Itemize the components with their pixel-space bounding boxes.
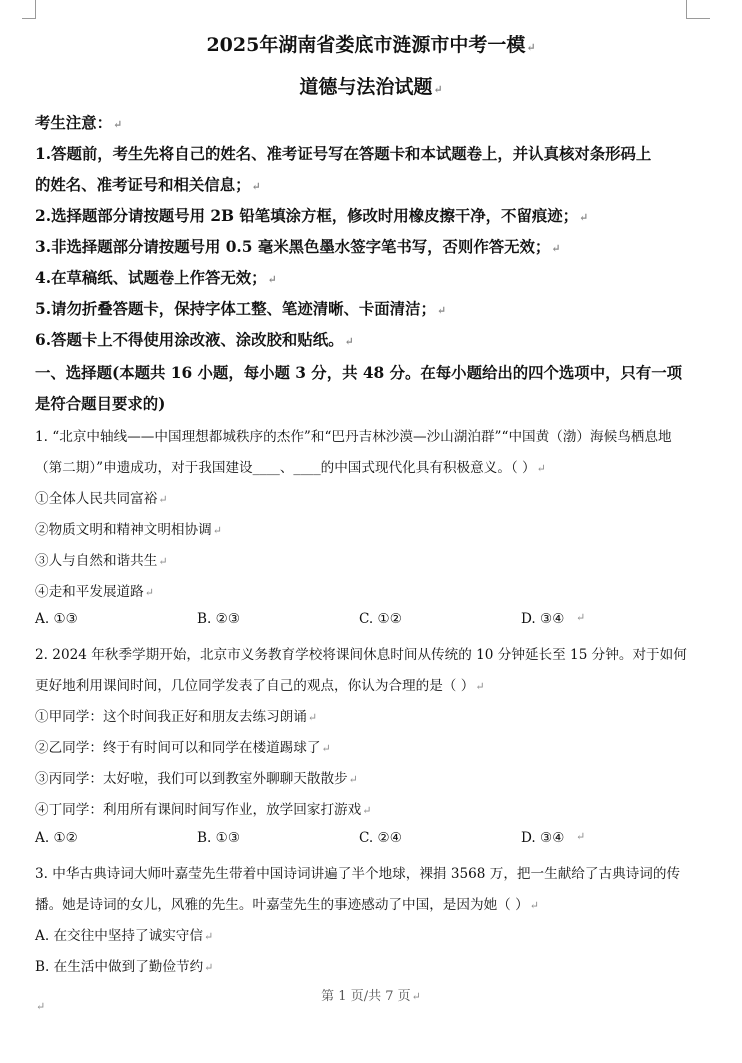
notice-item: 4.在草稿纸、试题卷上作答无效；↵: [35, 269, 277, 287]
paragraph-mark-icon: ↵: [112, 118, 123, 131]
page-footer: 第 1 页/共 7 页↵: [321, 989, 421, 1004]
notice-heading: 考生注意：↵: [35, 114, 123, 132]
paragraph-mark-icon: ↵: [576, 830, 586, 843]
question-3-choice[interactable]: B. 在生活中做到了勤俭节约↵: [35, 959, 214, 975]
paragraph-mark-icon: ↵: [579, 211, 589, 224]
crop-mark-top-right: [686, 0, 710, 19]
choice-c[interactable]: C. ②④: [359, 830, 402, 846]
notice-item: 1.答题前，考生先将自己的姓名、准考证号写在答题卡和本试题卷上，并认真核对条形码上: [35, 145, 652, 163]
paragraph-mark-icon: ↵: [529, 899, 539, 912]
choice-a[interactable]: A. ①③: [35, 611, 78, 627]
paragraph-mark-icon: ↵: [362, 804, 372, 817]
paragraph-mark-icon: ↵: [204, 961, 214, 974]
paragraph-mark-icon: ↵: [251, 180, 261, 193]
paragraph-mark-icon: ↵: [321, 742, 331, 755]
choice-b[interactable]: B. ①③: [197, 830, 241, 846]
choice-d[interactable]: D. ③④: [521, 830, 565, 846]
question-2-item: ③丙同学：太好啦，我们可以到教室外聊聊天散散步↵: [35, 771, 358, 787]
question-3-stem: 3. 中华古典诗词大师叶嘉莹先生带着中国诗词讲遍了半个地球，裸捐 3568 万，把一生献给了古典诗词的传: [35, 866, 681, 882]
page-subtitle: 道德与法治试题↵: [299, 76, 443, 98]
choice-a[interactable]: A. ①②: [35, 830, 78, 846]
section-heading: 一、选择题(本题共 16 小题，每小题 3 分，共 48 分。在每小题给出的四个选项中，只有一项: [35, 364, 683, 382]
question-3-choice[interactable]: A. 在交往中坚持了诚实守信↵: [35, 928, 214, 944]
choice-b[interactable]: B. ②③: [197, 611, 241, 627]
paragraph-mark-icon: ↵: [267, 273, 277, 286]
question-1-item: ②物质文明和精神文明相协调↵: [35, 522, 222, 538]
paragraph-mark-icon: ↵: [158, 493, 168, 506]
question-3-stem: 播。她是诗词的女儿，风雅的先生。叶嘉莹先生的事迹感动了中国，是因为她（ ）↵: [35, 897, 539, 913]
notice-item: 6.答题卡上不得使用涂改液、涂改胶和贴纸。↵: [35, 331, 354, 349]
paragraph-mark-icon: ↵: [307, 711, 318, 724]
notice-item: 5.请勿折叠答题卡，保持字体工整、笔迹清晰、卡面清洁；↵: [35, 300, 447, 318]
notice-item: 的姓名、准考证号和相关信息；↵: [35, 176, 261, 194]
question-1-item: ③人与自然和谐共生↵: [35, 553, 168, 569]
paragraph-mark-icon: ↵: [576, 611, 586, 624]
question-1-stem: 1. “北京中轴线——中国理想都城秩序的杰作”和“巴丹吉林沙漠—沙山湖泊群”“中国黄（渤）海候鸟栖息地: [35, 429, 672, 445]
paragraph-mark-icon: ↵: [411, 990, 421, 1003]
paragraph-mark-icon: ↵: [204, 930, 214, 943]
paragraph-mark-icon: ↵: [433, 83, 443, 96]
paragraph-mark-icon: ↵: [526, 41, 536, 54]
section-heading: 是符合题目要求的): [35, 395, 166, 413]
paragraph-mark-icon: ↵: [475, 680, 485, 693]
question-2-item: ②乙同学：终于有时间可以和同学在楼道踢球了↵: [35, 740, 331, 756]
notice-item: 2.选择题部分请按题号用 2B 铅笔填涂方框，修改时用橡皮擦干净，不留痕迹；↵: [35, 207, 589, 225]
paragraph-mark-icon: ↵: [344, 335, 354, 348]
paragraph-mark-icon: ↵: [551, 242, 561, 255]
paragraph-mark-icon: ↵: [536, 462, 546, 475]
paragraph-mark-icon: ↵: [36, 1000, 46, 1013]
paragraph-mark-icon: ↵: [158, 555, 168, 568]
paragraph-mark-icon: ↵: [436, 304, 447, 317]
question-2-stem: 更好地利用课间时间，几位同学发表了自己的观点，你认为合理的是（ ）↵: [35, 678, 485, 694]
question-2-item: ④丁同学：利用所有课间时间写作业，放学回家打游戏↵: [35, 802, 372, 818]
crop-mark-top-left: [22, 0, 36, 19]
question-1-stem: （第二期）”申遗成功，对于我国建设____、____的中国式现代化具有积极意义。（ ）↵: [35, 460, 546, 476]
question-1-item: ①全体人民共同富裕↵: [35, 491, 168, 507]
page-title: 2025年湖南省娄底市涟源市中考一模↵: [206, 34, 536, 56]
paragraph-mark-icon: ↵: [348, 773, 358, 786]
question-2-item: ①甲同学：这个时间我正好和朋友去练习朗诵↵: [35, 709, 318, 725]
paragraph-mark-icon: ↵: [212, 524, 222, 537]
choice-c[interactable]: C. ①②: [359, 611, 402, 627]
choice-d[interactable]: D. ③④: [521, 611, 565, 627]
paragraph-mark-icon: ↵: [144, 586, 154, 599]
notice-item: 3.非选择题部分请按题号用 0.5 毫米黑色墨水签字笔书写，否则作答无效；↵: [35, 238, 561, 256]
question-2-stem: 2. 2024 年秋季学期开始，北京市义务教育学校将课间休息时间从传统的 10 分钟延长至 15 分钟。对于如何: [35, 647, 687, 663]
question-1-item: ④走和平发展道路↵: [35, 584, 154, 600]
